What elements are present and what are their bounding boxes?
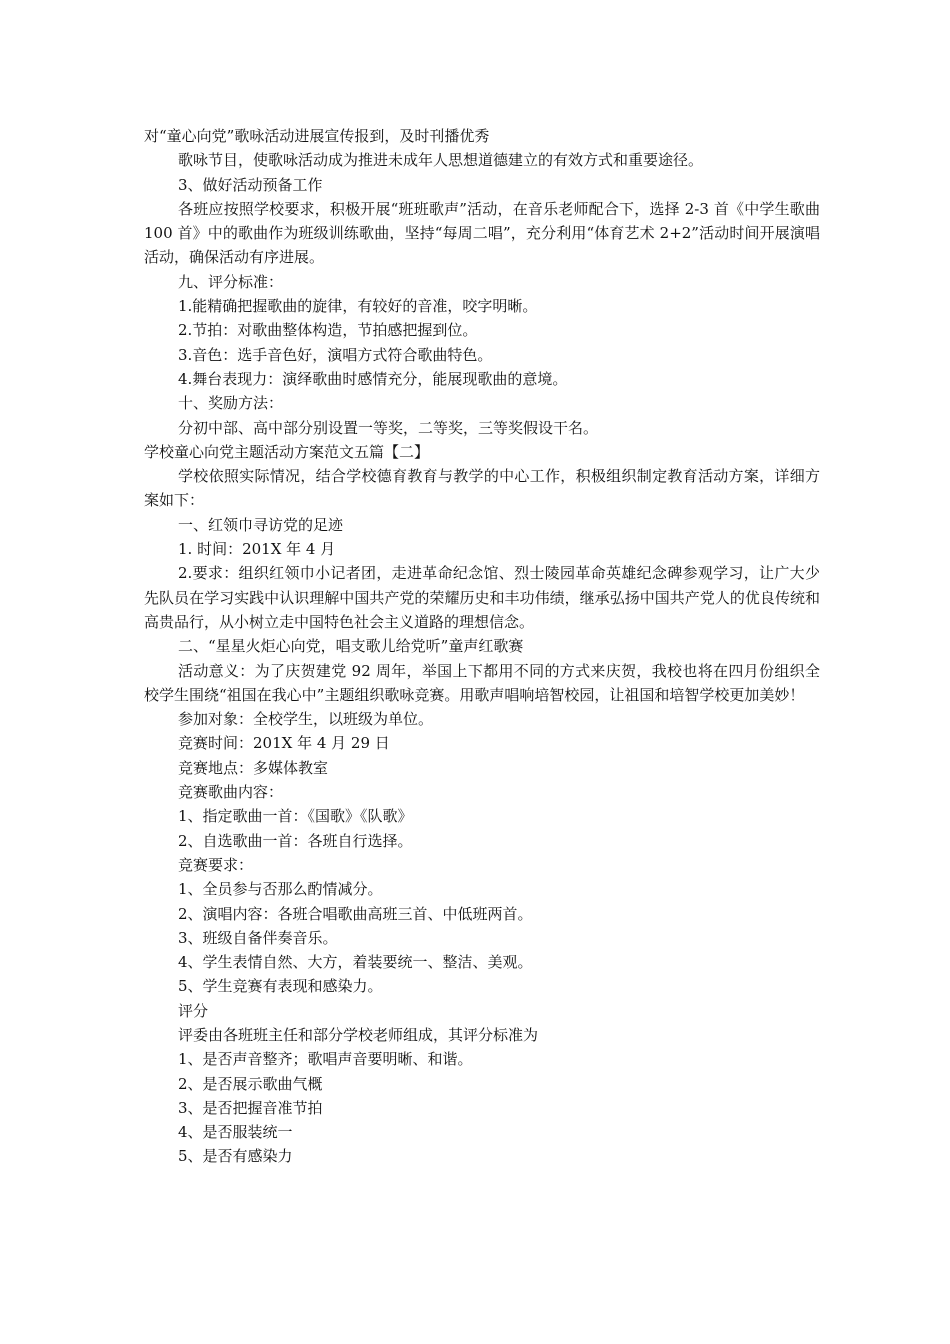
section-heading: 二、“星星火炬心向党，唱支歌儿给党听”童声红歌赛 [178,637,524,656]
list-item: 2、是否展示歌曲气概 [178,1074,323,1093]
paragraph: 评委由各班班主任和部分学校老师组成，其评分标准为 [178,1025,539,1044]
document-title: 学校童心向党主题活动方案范文五篇【二】 [144,442,430,461]
document-page [144,124,820,1169]
section-heading: 九、评分标准： [178,272,284,291]
section-heading: 一、红领巾寻访党的足迹 [178,515,344,534]
paragraph: 活动意义：为了庆贺建党 92 周年，举国上下都用不同的方式来庆贺，我校也将在四月份组织全校学生围绕“祖国在我心中”主题组织歌咏竞赛。用歌声唱响培智校园，让祖国和培智学校更加美妙！ [144,661,820,704]
list-item: 2、自选歌曲一首：各班自行选择。 [178,831,413,850]
list-item: 1.能精确把握歌曲的旋律，有较好的音准，咬字明晰。 [178,297,538,316]
paragraph: 竞赛歌曲内容： [178,783,284,802]
paragraph: 2.要求：组织红领巾小记者团，走进革命纪念馆、烈士陵园革命英雄纪念碑参观学习，让广大少先队员在学习实践中认识理解中国共产党的荣耀历史和丰功伟绩，继承弘扬中国共产党人的优良传统和高贵品行，从小树立走中国特色社会主义道路的理想信念。 [144,564,820,631]
list-item: 1. 时间：201X 年 4 月 [178,540,336,559]
paragraph: 竞赛时间：201X 年 4 月 29 日 [178,734,390,753]
list-item: 1、指定歌曲一首：《国歌》《队歌》 [178,807,413,826]
section-heading: 3、做好活动预备工作 [178,175,323,194]
paragraph: 各班应按照学校要求，积极开展“班班歌声”活动，在音乐老师配合下，选择 2-3 首《中学生歌曲 100 首》中的歌曲作为班级训练歌曲，坚持“每周二唱”，充分利用“体育艺术 2+2”活动时间开展演唱活动，确保活动有序进展。 [144,199,820,267]
list-item: 3、班级自备伴奏音乐。 [178,928,338,947]
paragraph: 竞赛要求： [178,855,254,874]
paragraph: 歌咏节目，使歌咏活动成为推进未成年人思想道德建立的有效方式和重要途径。 [178,151,704,170]
list-item: 5、学生竞赛有表现和感染力。 [178,977,383,996]
paragraph: 分初中部、高中部分别设置一等奖，二等奖，三等奖假设干名。 [178,418,599,437]
list-item: 1、是否声音整齐；歌唱声音要明晰、和谐。 [178,1050,473,1069]
paragraph: 参加对象：全校学生，以班级为单位。 [178,710,434,729]
paragraph: 评分 [178,1001,209,1020]
list-item: 2.节拍：对歌曲整体构造，节拍感把握到位。 [178,321,478,340]
list-item: 4.舞台表现力：演绎歌曲时感情充分，能展现歌曲的意境。 [178,369,568,388]
list-item: 1、全员参与否那么酌情减分。 [178,880,383,899]
section-heading: 十、奖励方法： [178,394,284,413]
paragraph: 对“童心向党”歌咏活动进展宣传报到，及时刊播优秀 [144,127,490,145]
list-item: 5、是否有感染力 [178,1147,293,1166]
list-item: 4、是否服装统一 [178,1123,293,1142]
paragraph: 学校依照实际情况，结合学校德育教育与教学的中心工作，积极组织制定教育活动方案，详细方案如下： [144,467,820,510]
list-item: 3.音色：选手音色好，演唱方式符合歌曲特色。 [178,345,493,364]
list-item: 4、学生表情自然、大方，着装要统一、整洁、美观。 [178,953,533,972]
paragraph: 竞赛地点：多媒体教室 [178,758,329,777]
list-item: 3、是否把握音准节拍 [178,1098,323,1117]
list-item: 2、演唱内容：各班合唱歌曲高班三首、中低班两首。 [178,904,533,923]
